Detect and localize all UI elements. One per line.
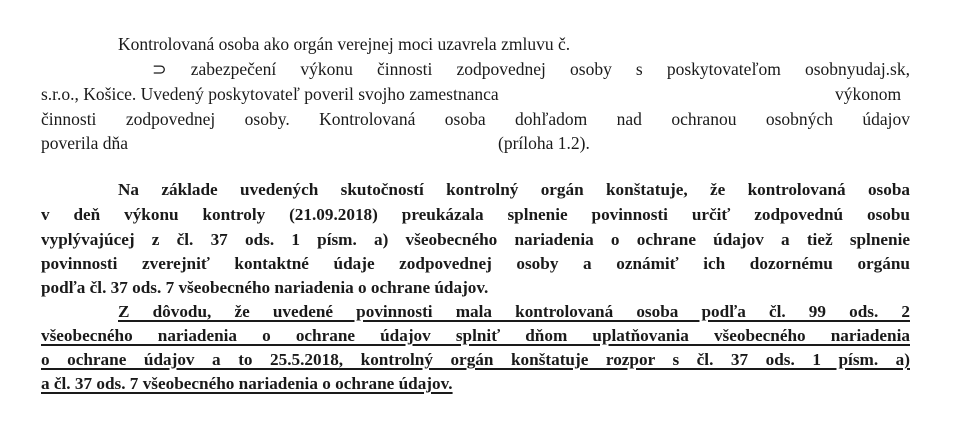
p2-line-1: Na základe uvedených skutočností kontrolný orgán konštatuje, že kontrolovaná osoba	[118, 180, 910, 199]
p1-line-5-right: (príloha 1.2).	[498, 133, 590, 153]
p3-line-2: všeobecného nariadenia o ochrane údajov splniť dňom uplatňovania všeobecného nariadenia	[41, 326, 910, 345]
p1-line-4: činnosti zodpovednej osoby. Kontrolovaná osoba dohľadom nad ochranou osobných údajov	[41, 109, 910, 129]
p2-line-2: v deň výkonu kontroly (21.09.2018) preukázala splnenie povinnosti určiť zodpovednú osobu	[41, 205, 910, 224]
p1-line-1: Kontrolovaná osoba ako orgán verejnej moci uzavrela zmluvu č.	[118, 34, 571, 54]
p1-line-5-left: poverila dňa	[41, 133, 128, 153]
p1-line-2: ⊃ zabezpečení výkonu činnosti zodpovednej osoby s poskytovateľom osobnyudaj.sk,	[152, 59, 910, 79]
p2-line-5: podľa čl. 37 ods. 7 všeobecného nariadenia o ochrane údajov.	[41, 278, 489, 297]
p2-line-4: povinnosti zverejniť kontaktné údaje zodpovednej osoby a oznámiť ich dozornému orgánu	[41, 254, 910, 273]
p3-line-3: o ochrane údajov a to 25.5.2018, kontrolný orgán konštatuje rozpor s čl. 37 ods. 1 písm. a)	[41, 350, 910, 369]
p1-line-3-left: s.r.o., Košice. Uvedený poskytovateľ poveril svojho zamestnanca	[41, 84, 499, 104]
p3-line-4: a čl. 37 ods. 7 všeobecného nariadenia o ochrane údajov.	[41, 374, 453, 393]
p2-line-3: vyplývajúcej z čl. 37 ods. 1 písm. a) všeobecného nariadenia o ochrane údajov a tiež splnenie	[41, 230, 910, 249]
p3-line-1: Z dôvodu, že uvedené povinnosti mala kontrolovaná osoba podľa čl. 99 ods. 2	[118, 302, 910, 321]
p1-line-3-right: výkonom	[835, 84, 902, 104]
